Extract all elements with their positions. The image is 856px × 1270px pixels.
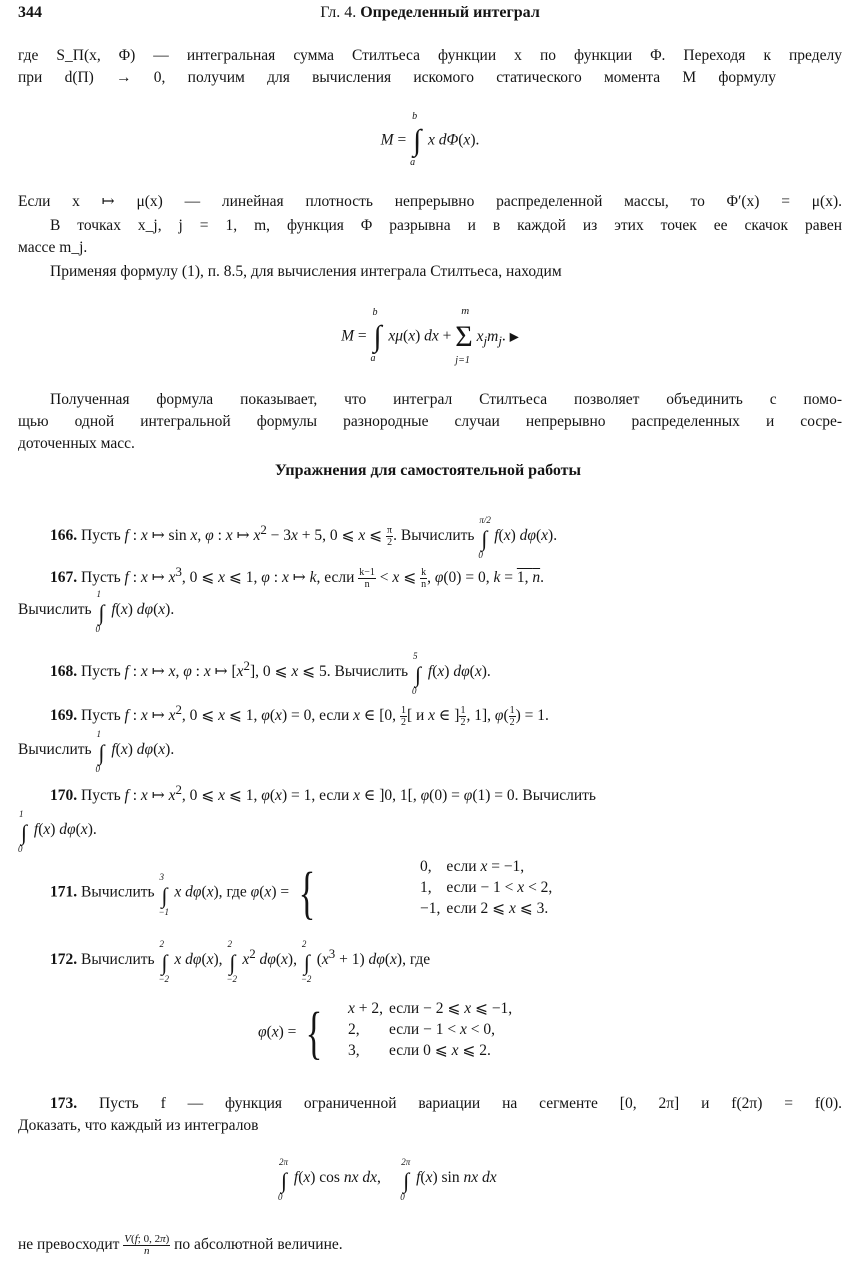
exercise-167-line-1: 167. Пусть f : x ↦ $x^3$, 0 ⩽ x ⩽ 1, φ : x ↦ k, если $\frac{k-1}{n}$ < x ⩽ $\frac{k}{n}$ , φ(0) = 0, k = 1, n.	[50, 564, 544, 591]
paragraph-line-1: Полученная формула показывает, что интеграл Стилтьеса позволяет объединить с помо-	[50, 391, 842, 408]
end-of-proof-icon: ▶	[509, 329, 519, 344]
running-header	[18, 4, 842, 28]
exercise-168: 168. Пусть f : x ↦ x, φ : x ↦ $[x^2]$, 0 ⩽ x ⩽ 5. Вычислить ∫ 5 0 f(x) dφ(x).	[50, 651, 491, 697]
formula-static-moment: M = ∫ b a x dΦ(x).	[380, 111, 480, 168]
paragraph-line-3: доточенных масс.	[18, 435, 135, 452]
exercise-172-phi-definition: φ(x) = { x + 2, если − 2 ⩽ x ⩽ −1, 2, если − 1 < x < 0, 3, если 0 ⩽ x ⩽ 2.	[258, 1000, 513, 1065]
chapter-number: Гл. 4.	[320, 4, 357, 21]
exercise-173-line-1: 173. Пусть f — функция ограниченной вариации на сегменте [0, 2π] и f(2π) = f(0).	[50, 1095, 843, 1112]
exercise-170-line-1: 170. Пусть f : x ↦ $x^2$, 0 ⩽ x ⩽ 1, φ(x) = 1, если x ∈ ]0, 1[, φ(0) = φ(1) = 0. Вычислить	[50, 782, 597, 805]
exercise-173-integrals: ∫ 2π 0 f(x) cos nx dx, ∫ 2π 0 f(x) sin nx dx	[278, 1157, 497, 1202]
formula-stieltjes-result: M = ∫ b a xμ(x) dx + Σ m j=1 $x_jm_j$. ▶	[341, 305, 519, 366]
text-line-2: при d(Π) → 0, получим для вычисления искомого статического момента M формулу	[18, 69, 776, 86]
exercise-173-line-3: не превосходит $\frac{V(f; 0, 2\pi)}{n}$ по абсолютной величине.	[18, 1233, 343, 1257]
exercise-172-line-1: 172. Вычислить ∫ 2 −2 x dφ(x), ∫ 2 −2 $x^2$ dφ(x), ∫ 2 −2 $(x^3 + 1)$ dφ(x), где	[50, 939, 431, 985]
chapter-title: Определенный интеграл	[360, 4, 540, 21]
exercise-171: 171. Вычислить ∫ 3 −1 x dφ(x), где φ(x) = { 0, если x = −1, 1, если − 1 < x < 2, −1, если 2 ⩽ x ⩽ 3.	[50, 858, 553, 925]
exercise-166: 166. Пусть f : x ↦ sin x, φ : x ↦ $x^2 - 3x + 5$, 0 ⩽ x ⩽ $\frac{\pi}{2}$ . Вычислить ∫ π/2 0 f(x) dφ(x).	[50, 515, 558, 561]
page-number: 344	[18, 4, 42, 21]
exercise-169-line-1: 169. Пусть f : x ↦ $x^2$, 0 ⩽ x ⩽ 1, φ(x) = 0, если x ∈ [0, $\frac{1}{2}$ [ и x ∈ ] $\frac{1}{2}$ , 1], φ( $\frac{1}{2}$ ) = 1.	[50, 702, 549, 729]
exercise-173-line-2: Доказать, что каждый из интегралов	[18, 1117, 259, 1134]
text-line-6: Применяя формулу (1), п. 8.5, для вычисления интеграла Стилтьеса, находим	[50, 263, 562, 280]
text-line-3: Если x ↦ μ(x) — линейная плотность непрерывно распределенной массы, то Φ′(x) = μ(x).	[18, 193, 842, 210]
exercise-169-line-2: Вычислить ∫ 1 0 f(x) dφ(x).	[18, 729, 175, 774]
text-line-1: где S_Π(x, Φ) — интегральная сумма Стилтьеса функции x по функции Φ. Переходя к пределу	[18, 47, 842, 64]
chapter-heading	[18, 4, 842, 22]
text-line-5: массе m_j.	[18, 239, 88, 256]
section-title: Упражнения для самостоятельной работы	[274, 462, 582, 479]
text-line-4: В точках x_j, j = 1, m, функция Φ разрывна и в каждой из этих точек ее скачок равен	[50, 217, 842, 234]
exercise-170-line-2: ∫ 1 0 f(x) dφ(x).	[18, 809, 97, 854]
paragraph-line-2: щью одной интегральной формулы разнородные случаи непрерывно распределенных и сосре-	[18, 413, 842, 430]
exercise-167-line-2: Вычислить ∫ 1 0 f(x) dφ(x).	[18, 589, 175, 634]
